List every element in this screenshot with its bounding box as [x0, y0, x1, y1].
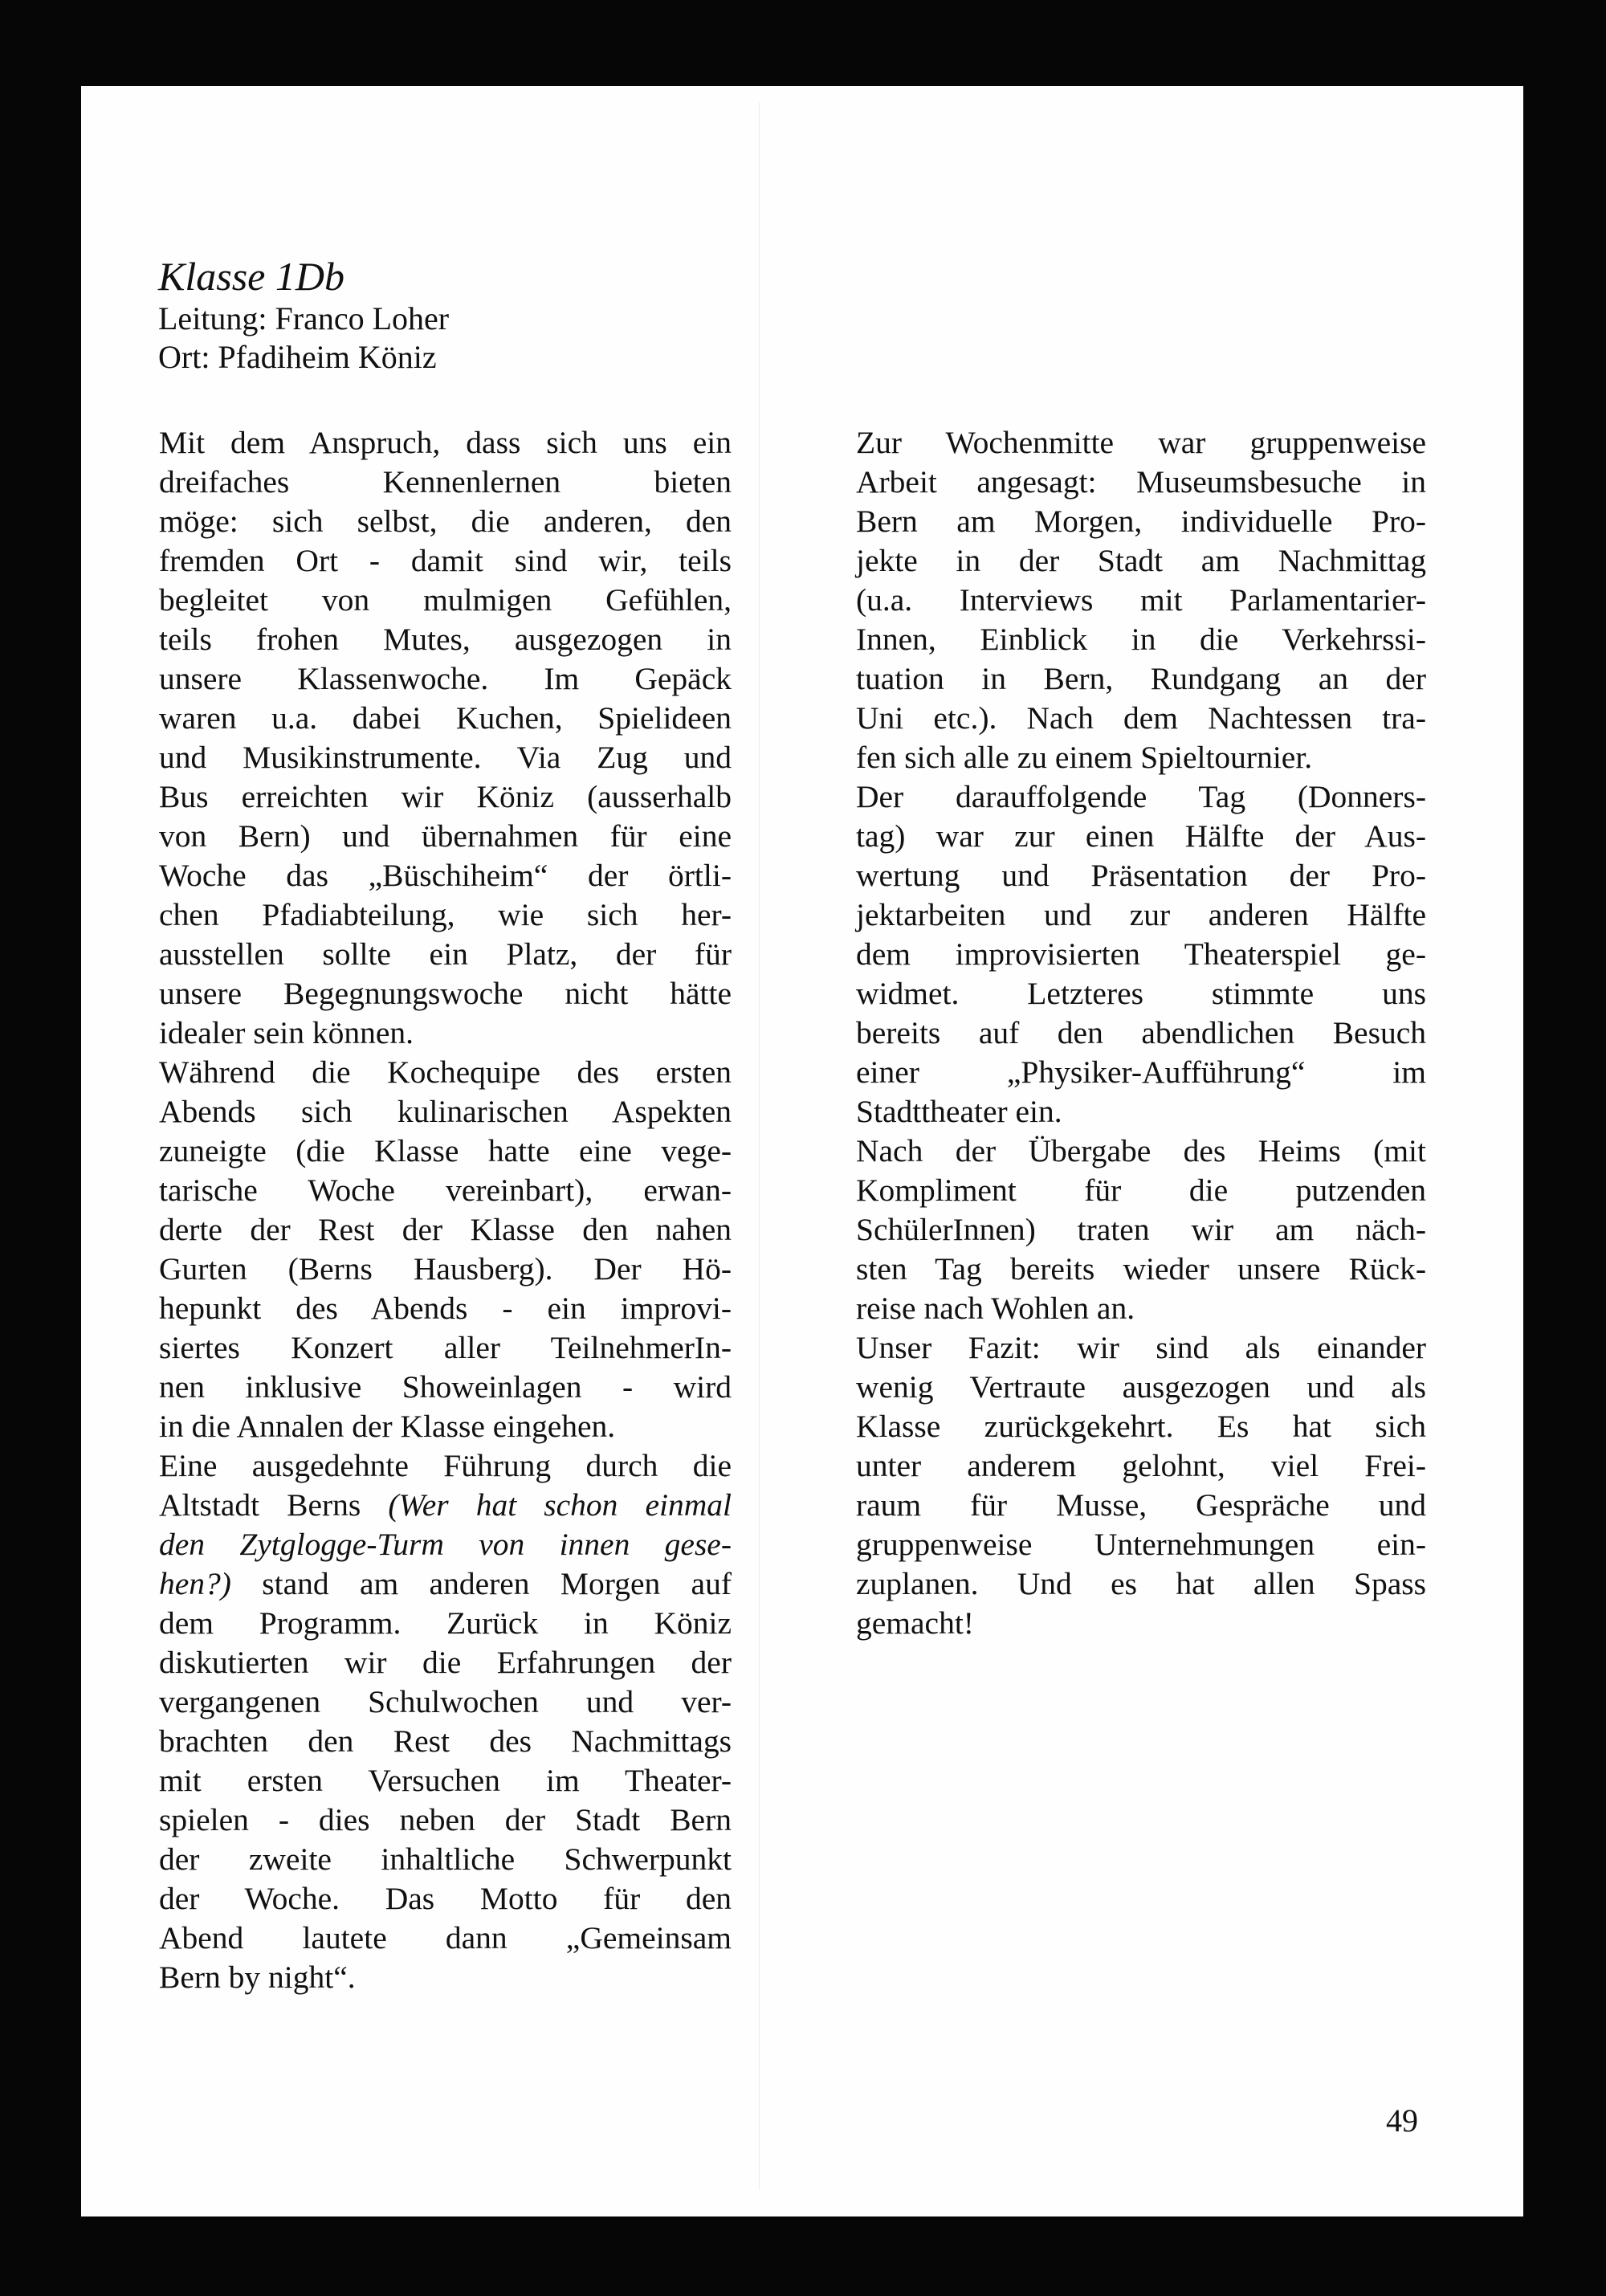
left-text-column	[159, 423, 732, 1997]
text-line	[856, 1013, 1426, 1053]
text-run: Uni etc.). Nach dem Nachtessen tra-	[856, 700, 1426, 736]
text-line	[856, 1525, 1426, 1564]
article-title: Klasse 1Db	[158, 254, 344, 299]
text-run: unsere Begegnungswoche nicht hätte	[159, 976, 732, 1011]
text-run: wertung und Präsentation der Pro-	[856, 858, 1426, 893]
text-run: raum für Musse, Gespräche und	[856, 1487, 1426, 1523]
text-line	[856, 895, 1426, 935]
text-line	[159, 1722, 732, 1761]
text-run: Gurten (Berns Hausberg). Der Hö-	[159, 1251, 732, 1287]
text-line	[159, 1801, 732, 1840]
text-run: unsere Klassenwoche. Im Gepäck	[159, 661, 732, 696]
text-line	[856, 620, 1426, 659]
text-run: tarische Woche vereinbart), erwan-	[159, 1172, 732, 1208]
text-line	[159, 856, 732, 895]
text-run: Zur Wochenmitte war gruppenweise	[856, 425, 1426, 460]
text-run: teils frohen Mutes, ausgezogen in	[159, 622, 732, 657]
text-line	[856, 1289, 1426, 1328]
text-line	[856, 1210, 1426, 1250]
italic-text: (Wer hat schon einmal	[388, 1487, 732, 1523]
right-text-column	[856, 423, 1426, 1643]
text-run: hepunkt des Abends - ein improvi-	[159, 1291, 732, 1326]
text-run: brachten den Rest des Nachmittags	[159, 1723, 732, 1759]
text-line	[159, 1879, 732, 1919]
text-run: möge: sich selbst, die anderen, den	[159, 504, 732, 539]
page-fold-line	[759, 102, 760, 2190]
text-line	[856, 502, 1426, 541]
text-run: zuplanen. Und es hat allen Spass	[856, 1566, 1426, 1601]
text-run: ausstellen sollte ein Platz, der für	[159, 936, 732, 972]
text-line	[159, 1486, 732, 1525]
text-line	[856, 581, 1426, 620]
text-run: bereits auf den abendlichen Besuch	[856, 1015, 1426, 1050]
text-run: vergangenen Schulwochen und ver-	[159, 1684, 732, 1719]
text-run: idealer sein können.	[159, 1015, 414, 1050]
text-line	[159, 738, 732, 777]
text-run: Kompliment für die putzenden	[856, 1172, 1426, 1208]
text-line	[159, 817, 732, 856]
text-run: (u.a. Interviews mit Parlamentarier-	[856, 582, 1426, 618]
text-run: Der darauffolgende Tag (Donners-	[856, 779, 1426, 814]
text-line	[159, 463, 732, 502]
text-line	[159, 1013, 732, 1053]
text-line	[159, 541, 732, 581]
text-line	[856, 856, 1426, 895]
text-run: sten Tag bereits wieder unsere Rück-	[856, 1251, 1426, 1287]
text-line	[159, 1761, 732, 1801]
text-run: Bus erreichten wir Köniz (ausserhalb	[159, 779, 732, 814]
text-line	[159, 1053, 732, 1092]
text-run: gruppenweise Unternehmungen ein-	[856, 1527, 1426, 1562]
text-run: in die Annalen der Klasse eingehen.	[159, 1409, 616, 1444]
text-line	[856, 935, 1426, 974]
text-line	[159, 1604, 732, 1643]
text-line	[159, 974, 732, 1013]
text-run: spielen - dies neben der Stadt Bern	[159, 1802, 732, 1837]
text-run: wenig Vertraute ausgezogen und als	[856, 1369, 1426, 1405]
text-line	[159, 1682, 732, 1722]
text-run: Stadttheater ein.	[856, 1094, 1062, 1129]
text-line	[159, 1250, 732, 1289]
text-line	[856, 1132, 1426, 1171]
text-line	[856, 1486, 1426, 1525]
text-run: einer „Physiker-Aufführung“ im	[856, 1054, 1426, 1090]
text-line	[856, 974, 1426, 1013]
text-run: chen Pfadiabteilung, wie sich her-	[159, 897, 732, 932]
text-run: dem Programm. Zurück in Köniz	[159, 1605, 732, 1641]
text-run: gemacht!	[856, 1605, 974, 1641]
article-header	[158, 253, 449, 377]
text-line	[159, 777, 732, 817]
text-line	[856, 738, 1426, 777]
text-run: jektarbeiten und zur anderen Hälfte	[856, 897, 1426, 932]
text-run: fen sich alle zu einem Spieltournier.	[856, 740, 1313, 775]
text-line	[856, 463, 1426, 502]
text-line	[159, 502, 732, 541]
text-line	[856, 1171, 1426, 1210]
italic-text: hen?)	[159, 1566, 231, 1601]
leitung-line: Leitung: Franco Loher	[158, 300, 450, 336]
text-line	[159, 1840, 732, 1879]
text-run: mit ersten Versuchen im Theater-	[159, 1763, 732, 1798]
text-line	[159, 423, 732, 463]
text-line	[159, 1171, 732, 1210]
text-line	[856, 699, 1426, 738]
text-run: Mit dem Anspruch, dass sich uns ein	[159, 425, 732, 460]
text-run: Eine ausgedehnte Führung durch die	[159, 1448, 732, 1483]
text-run: jekte in der Stadt am Nachmittag	[856, 543, 1426, 578]
text-line	[159, 1210, 732, 1250]
text-line	[159, 659, 732, 699]
text-line	[159, 1643, 732, 1682]
text-run: reise nach Wohlen an.	[856, 1291, 1135, 1326]
text-run: Arbeit angesagt: Museumsbesuche in	[856, 464, 1426, 500]
italic-text: den Zytglogge-Turm von innen gese-	[159, 1527, 732, 1562]
text-run: Nach der Übergabe des Heims (mit	[856, 1133, 1426, 1168]
page-number: 49	[1386, 2102, 1418, 2139]
text-line	[159, 1132, 732, 1171]
text-run: und Musikinstrumente. Via Zug und	[159, 740, 732, 775]
text-run: der Woche. Das Motto für den	[159, 1881, 732, 1916]
text-line	[159, 895, 732, 935]
text-run: Woche das „Büschiheim“ der örtli-	[159, 858, 732, 893]
text-line	[856, 423, 1426, 463]
text-run: Unser Fazit: wir sind als einander	[856, 1330, 1426, 1365]
text-line	[159, 1958, 732, 1997]
text-run: SchülerInnen) traten wir am näch-	[856, 1212, 1426, 1247]
text-run: Abend lautete dann „Gemeinsam	[159, 1920, 732, 1955]
text-line	[856, 777, 1426, 817]
text-run: derte der Rest der Klasse den nahen	[159, 1212, 732, 1247]
text-line	[856, 1368, 1426, 1407]
text-line	[856, 817, 1426, 856]
text-run: stand am anderen Morgen auf	[230, 1566, 732, 1601]
text-run: widmet. Letzteres stimmte uns	[856, 976, 1426, 1011]
text-line	[856, 1053, 1426, 1092]
text-line	[159, 1368, 732, 1407]
text-line	[856, 1407, 1426, 1446]
text-line	[159, 935, 732, 974]
text-line	[159, 1328, 732, 1368]
text-run: der zweite inhaltliche Schwerpunkt	[159, 1841, 732, 1877]
text-line	[159, 1564, 732, 1604]
text-run: waren u.a. dabei Kuchen, Spielideen	[159, 700, 732, 736]
text-line	[159, 581, 732, 620]
ort-line: Ort: Pfadiheim Köniz	[158, 339, 437, 375]
text-run: Bern by night“.	[159, 1960, 356, 1995]
text-line	[856, 1250, 1426, 1289]
text-run: tuation in Bern, Rundgang an der	[856, 661, 1426, 696]
text-run: Altstadt Berns	[159, 1487, 389, 1523]
text-run: Abends sich kulinarischen Aspekten	[159, 1094, 732, 1129]
text-run: Klasse zurückgekehrt. Es hat sich	[856, 1409, 1426, 1444]
text-line	[159, 699, 732, 738]
text-run: zuneigte (die Klasse hatte eine vege-	[159, 1133, 732, 1168]
text-line	[159, 620, 732, 659]
text-run: siertes Konzert aller TeilnehmerIn-	[159, 1330, 732, 1365]
text-line	[856, 1446, 1426, 1486]
text-run: dem improvisierten Theaterspiel ge-	[856, 936, 1426, 972]
text-line	[159, 1407, 732, 1446]
text-line	[856, 541, 1426, 581]
text-run: Bern am Morgen, individuelle Pro-	[856, 504, 1426, 539]
text-run: tag) war zur einen Hälfte der Aus-	[856, 818, 1426, 854]
text-run: von Bern) und übernahmen für eine	[159, 818, 732, 854]
text-line	[856, 1604, 1426, 1643]
text-line	[856, 1328, 1426, 1368]
text-line	[856, 1092, 1426, 1132]
text-run: begleitet von mulmigen Gefühlen,	[159, 582, 732, 618]
text-run: Während die Kochequipe des ersten	[159, 1054, 732, 1090]
text-run: Innen, Einblick in die Verkehrssi-	[856, 622, 1426, 657]
text-run: fremden Ort - damit sind wir, teils	[159, 543, 732, 578]
document-page	[81, 86, 1523, 2216]
text-line	[856, 1564, 1426, 1604]
text-line	[159, 1919, 732, 1958]
text-line	[159, 1525, 732, 1564]
text-run: dreifaches Kennenlernen bieten	[159, 464, 732, 500]
text-run: diskutierten wir die Erfahrungen der	[159, 1645, 732, 1680]
text-line	[159, 1446, 732, 1486]
text-line	[159, 1289, 732, 1328]
text-line	[856, 659, 1426, 699]
text-line	[159, 1092, 732, 1132]
text-run: nen inklusive Showeinlagen - wird	[159, 1369, 732, 1405]
text-run: unter anderem gelohnt, viel Frei-	[856, 1448, 1426, 1483]
